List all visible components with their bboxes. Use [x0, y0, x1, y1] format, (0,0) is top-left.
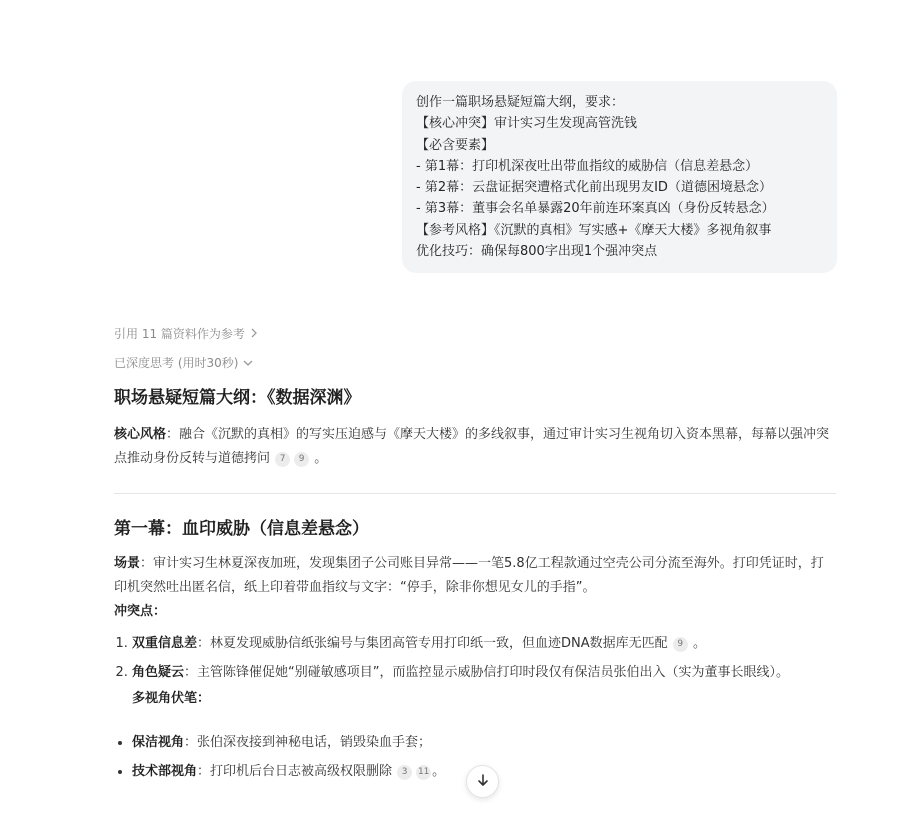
view-item-label: 保洁视角	[132, 735, 185, 750]
prompt-line: 优化技巧：确保每800字出现1个强冲突点	[416, 244, 658, 260]
scroll-to-bottom-button[interactable]	[466, 765, 499, 798]
conflict-heading	[114, 600, 836, 624]
conflict-item-label: 角色疑云	[132, 665, 185, 680]
prompt-line: - 第3幕：董事会名单暴露20年前连环案真凶（身份反转悬念）	[416, 201, 775, 217]
core-style-paragraph	[114, 423, 836, 471]
prompt-line: 【核心冲突】审计实习生发现高管洗钱	[416, 116, 638, 132]
view-item-end: 。	[432, 764, 446, 779]
core-style-label: 核心风格	[114, 427, 167, 442]
scene-text: ：审计实习生林夏深夜加班，发现集团子公司账目异常——一笔5.8亿工程款通过空壳公司分流至海外。打印凭证时，打印机突然吐出匿名信，纸上印着带血指纹与文字：“停手，除非你想见女儿的手指”。	[114, 556, 824, 595]
answer-title: 职场悬疑短篇大纲：《数据深渊》	[114, 388, 361, 408]
core-style-text: ：融合《沉默的真相》的写实压迫感与《摩天大楼》的多线叙事，通过审计实习生视角切入资本黑幕，每幕以强冲突点推动身份反转与道德拷问	[114, 427, 830, 466]
prompt-line: - 第1幕：打印机深夜吐出带血指纹的威胁信（信息差悬念）	[416, 158, 759, 174]
citation-badge[interactable]: 9	[294, 452, 309, 467]
prompt-line: - 第2幕：云盘证据突遭格式化前出现男友ID（道德困境悬念）	[416, 180, 772, 196]
citation-badge[interactable]: 11	[416, 765, 431, 780]
references-label: 引用 11 篇资料作为参考	[114, 327, 245, 341]
citation-badge[interactable]: 7	[275, 452, 290, 467]
multi-view-label: 多视角伏笔	[132, 691, 198, 706]
conflict-item-end: 。	[692, 636, 706, 651]
conflict-item-text: ：主管陈锋催促她“别碰敏感项目”，而监控显示威胁信打印时段仅有保洁员张伯出入（实为董事长眼线）。	[184, 665, 789, 680]
conflict-item-text: ：林夏发现威胁信纸张编号与集团高管专用打印纸一致，但血迹DNA数据库无匹配	[197, 636, 668, 651]
conflict-label: 冲突点	[114, 604, 154, 619]
act1-title: 第一幕：血印威胁（信息差悬念）	[114, 519, 369, 539]
view-item-text: ：张伯深夜接到神秘电话，销毁染血手套；	[184, 735, 432, 750]
citation-badge[interactable]: 9	[673, 637, 688, 652]
prompt-line: 【参考风格】《沉默的真相》写实感+《摩天大楼》多视角叙事	[416, 222, 772, 238]
citation-badge[interactable]: 3	[397, 765, 412, 780]
thinking-label: 已深度思考 (用时30秒)	[114, 356, 239, 370]
list-item	[132, 661, 836, 711]
conflict-item-label: 双重信息差	[132, 636, 198, 651]
conflict-colon: ：	[153, 604, 167, 619]
list-item	[132, 632, 836, 656]
prompt-line: 【必含要素】	[416, 137, 495, 153]
scene-label: 场景	[114, 556, 141, 571]
view-item-text: ：打印机后台日志被高级权限删除	[197, 764, 393, 779]
prompt-line: 创作一篇职场悬疑短篇大纲，要求：	[416, 95, 625, 110]
view-item-label: 技术部视角	[132, 764, 198, 779]
user-prompt-bubble	[402, 81, 837, 273]
multi-view-colon: ：	[197, 691, 211, 706]
chevron-down-icon	[243, 356, 253, 370]
answer-body	[114, 385, 836, 789]
section-divider	[114, 493, 836, 494]
chevron-right-icon	[250, 327, 258, 341]
core-style-end: 。	[314, 451, 328, 466]
multi-view-heading	[132, 687, 836, 711]
references-toggle[interactable]	[114, 325, 258, 342]
conflict-list	[114, 632, 836, 711]
scene-paragraph	[114, 552, 836, 600]
arrow-down-icon	[476, 772, 490, 791]
thinking-toggle[interactable]	[114, 354, 253, 371]
list-item	[132, 731, 836, 755]
